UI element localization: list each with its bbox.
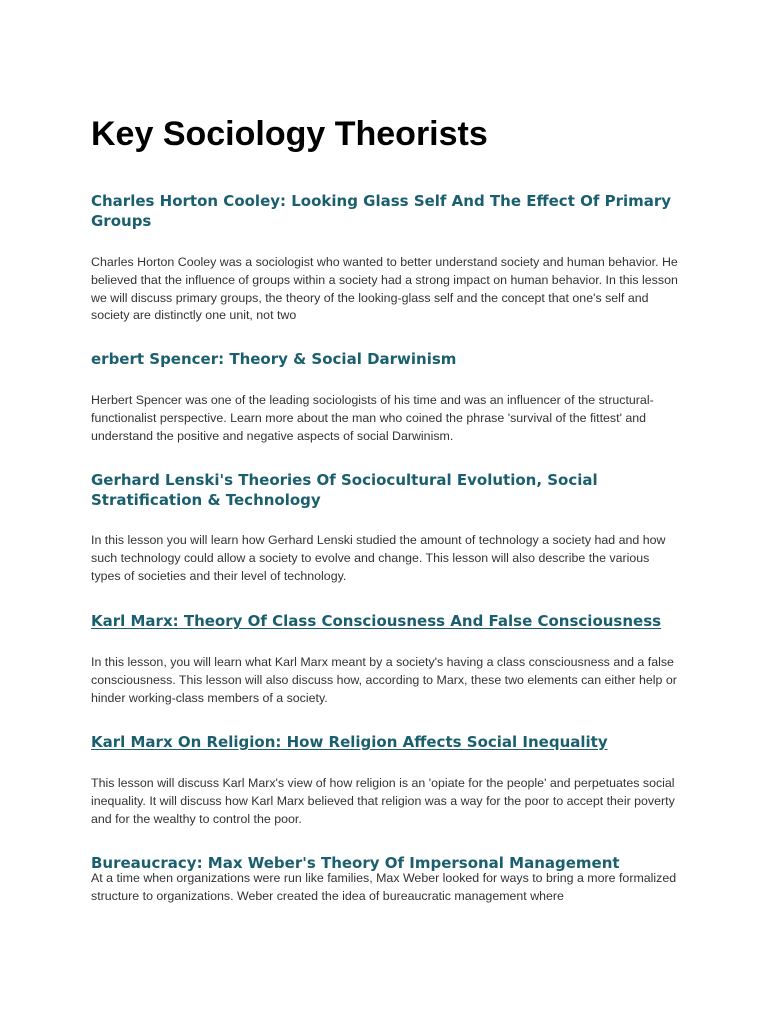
section-heading-lenski: Gerhard Lenski's Theories Of Sociocultural Evolution, Social Stratification & Technology xyxy=(91,471,598,509)
section-heading-spencer: erbert Spencer: Theory & Social Darwinism xyxy=(91,350,457,368)
page-title: Key Sociology Theorists xyxy=(91,115,488,153)
section-text-weber: At a time when organizations were run like families, Max Weber looked for ways to bring a more formalized structure to organizations. Weber created the idea of bureaucratic management where xyxy=(91,871,677,903)
section-link-marx-religion[interactable]: Karl Marx On Religion: How Religion Affects Social Inequality xyxy=(91,733,608,751)
section-text-cooley: Charles Horton Cooley was a sociologist who wanted to better understand society and human behavior. He believed that the influence of groups within a society had a strong impact on human behavior. In this lesson we will discuss primary groups, the theory of the looking-glass self and the concept that one's self and society are distinctly one unit, not two xyxy=(91,255,678,323)
section-text-marx-class-consciousness: In this lesson, you will learn what Karl Marx meant by a society's having a class consciousness and a false consciousness. This lesson will also discuss how, according to Marx, these two elements can either help or hinder working-class members of a society. xyxy=(91,655,677,705)
section-heading-weber: Bureaucracy: Max Weber's Theory Of Impersonal Management xyxy=(91,854,620,872)
section-heading-cooley: Charles Horton Cooley: Looking Glass Self And The Effect Of Primary Groups xyxy=(91,192,672,230)
section-text-marx-religion: This lesson will discuss Karl Marx's view of how religion is an 'opiate for the people' and perpetuates social inequality. It will discuss how Karl Marx believed that religion was a way for the poor to accept their poverty and for the wealthy to control the poor. xyxy=(91,776,675,826)
section-link-marx-class-consciousness[interactable]: Karl Marx: Theory Of Class Consciousness And False Consciousness xyxy=(91,612,662,630)
section-text-spencer: Herbert Spencer was one of the leading sociologists of his time and was an influencer of the structural-functionalist perspective. Learn more about the man who coined the phrase 'survival of the fittest' and understand the positive and negative aspects of social Darwinism. xyxy=(91,393,654,443)
section-text-lenski: In this lesson you will learn how Gerhard Lenski studied the amount of technology a society had and how such technology could allow a society to evolve and change. This lesson will also describe the various types of societies and their level of technology. xyxy=(91,533,666,583)
